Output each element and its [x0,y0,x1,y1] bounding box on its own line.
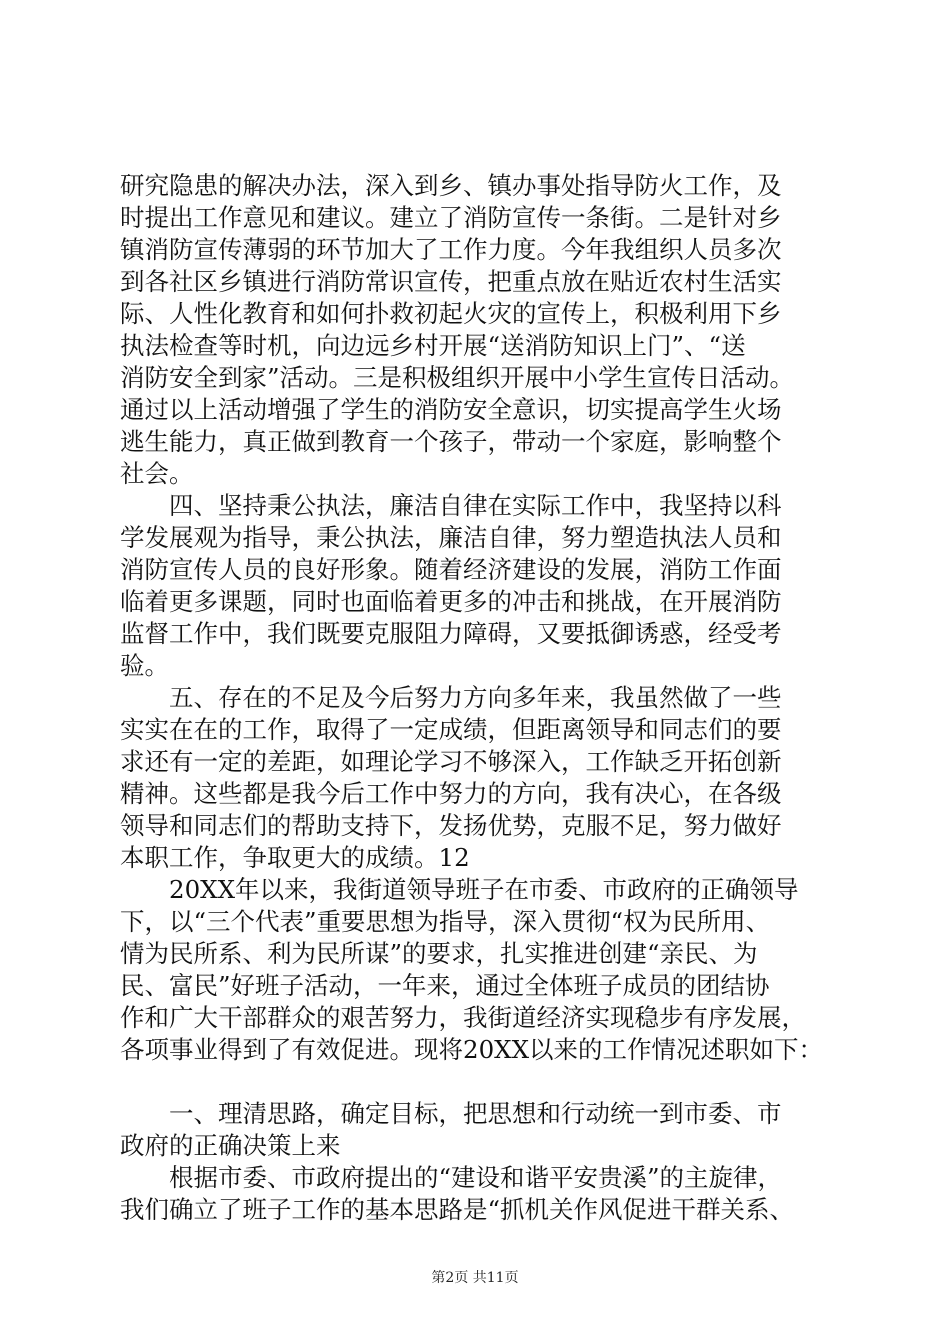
paragraph-line: 研究隐患的解决办法，深入到乡、镇办事处指导防火工作，及 [120,171,782,200]
paragraph-line: 作和广大干部群众的艰苦努力，我街道经济实现稳步有序发展， [120,1003,806,1032]
paragraph-line: 消防宣传人员的良好形象。随着经济建设的发展，消防工作面 [120,555,782,584]
paragraph-line: 情为民所系、利为民所谋”的要求，扎实推进创建“亲民、为 [120,939,758,968]
paragraph-line: 验。 [120,651,169,680]
blank-line [120,1066,840,1098]
paragraph-line: 镇消防宣传薄弱的环节加大了工作力度。今年我组织人员多次 [120,235,782,264]
paragraph-line: 学发展观为指导，秉公执法，廉洁自律，努力塑造执法人员和 [120,523,782,552]
paragraph-line: 领导和同志们的帮助支持下，发扬优势，克服不足，努力做好 [120,811,782,840]
paragraph-line: 际、人性化教育和如何扑救初起火灾的宣传上，积极利用下乡 [120,299,782,328]
page-footer: 第2页 共11页 [431,1270,519,1286]
paragraph-line: 本职工作，争取更大的成绩。12 [120,843,470,872]
paragraph-line: 实实在在的工作，取得了一定成绩，但距离领导和同志们的要 [120,715,782,744]
paragraph-line: 20XX年以来，我街道领导班子在市委、市政府的正确领导 [120,875,799,904]
paragraph-line: 社会。 [120,459,194,488]
paragraph-line: 执法检查等时机，向边远乡村开展“送消防知识上门”、“送 [120,331,746,360]
paragraph-line: 民、富民”好班子活动，一年来，通过全体班子成员的团结协 [120,971,770,1000]
paragraph-line: 精神。这些都是我今后工作中努力的方向，我有决心，在各级 [120,779,782,808]
paragraph-line: 四、坚持秉公执法，廉洁自律在实际工作中，我坚持以科 [120,491,782,520]
paragraph-line: 五、存在的不足及今后努力方向多年来，我虽然做了一些 [120,683,782,712]
paragraph-line: 政府的正确决策上来 [120,1131,341,1160]
paragraph-line: 到各社区乡镇进行消防常识宣传，把重点放在贴近农村生活实 [120,267,782,296]
paragraph-line: 通过以上活动增强了学生的消防安全意识，切实提高学生火场 [120,395,782,424]
paragraph-line: 我们确立了班子工作的基本思路是“抓机关作风促进干群关系、 [120,1195,795,1224]
document-body [120,170,840,1226]
paragraph-line: 逃生能力，真正做到教育一个孩子，带动一个家庭，影响整个 [120,427,782,456]
paragraph-line: 消防安全到家”活动。三是积极组织开展中小学生宣传日活动。 [120,363,795,392]
paragraph-line: 各项事业得到了有效促进。现将20XX以来的工作情况述职如下： [120,1035,824,1064]
paragraph-line: 临着更多课题，同时也面临着更多的冲击和挑战，在开展消防 [120,587,782,616]
paragraph-line: 根据市委、市政府提出的“建设和谐平安贵溪”的主旋律， [120,1163,783,1192]
paragraph-line: 时提出工作意见和建议。建立了消防宣传一条街。二是针对乡 [120,203,782,232]
paragraph-line: 下，以“三个代表”重要思想为指导，深入贯彻“权为民所用、 [120,907,771,936]
paragraph-line: 求还有一定的差距，如理论学习不够深入，工作缺乏开拓创新 [120,747,782,776]
paragraph-line: 监督工作中，我们既要克服阻力障碍，又要抵御诱惑，经受考 [120,619,782,648]
paragraph-line: 一、理清思路，确定目标，把思想和行动统一到市委、市 [120,1099,782,1128]
